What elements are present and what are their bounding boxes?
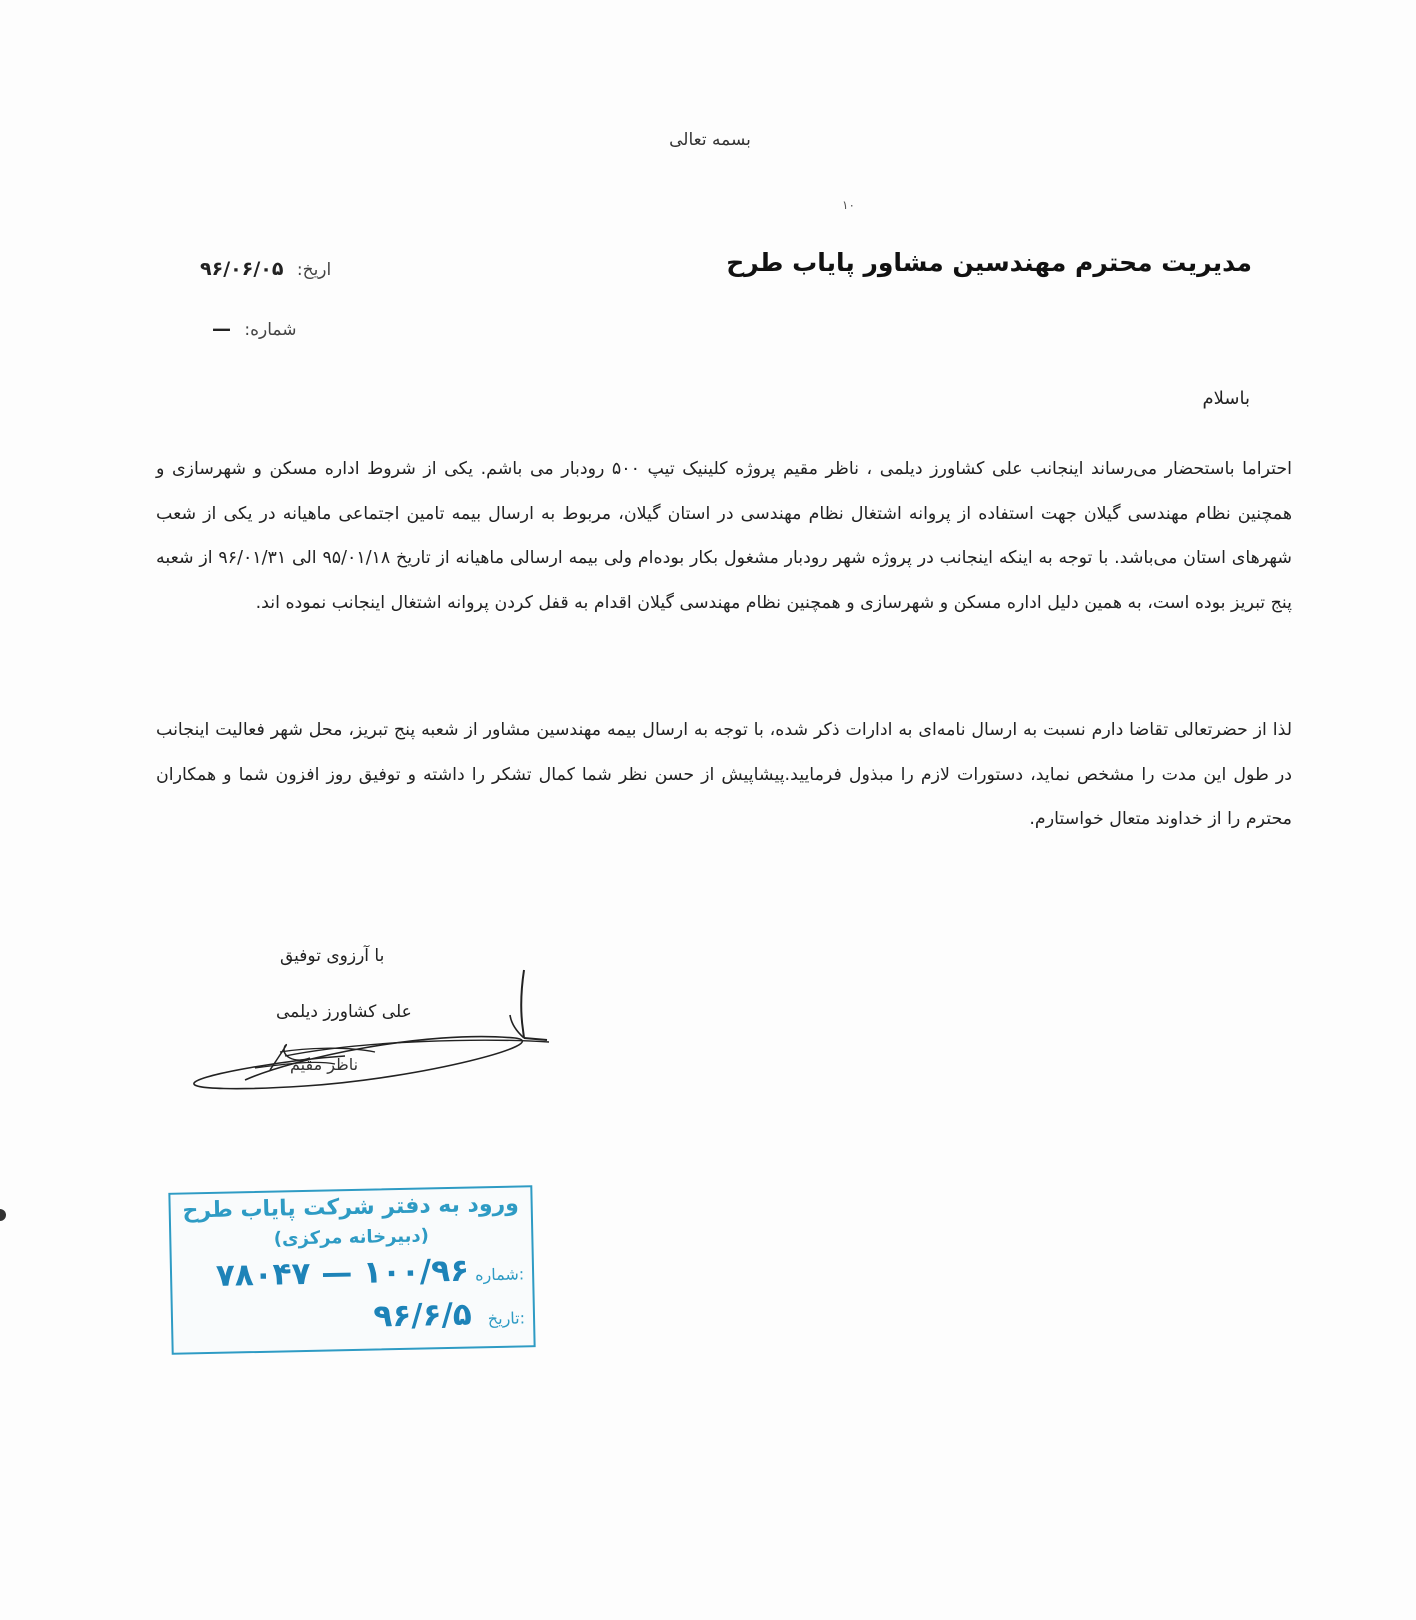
stamp-date-label: تاریخ: — [487, 1308, 526, 1329]
bismillah-heading: بسمه تعالی — [669, 130, 751, 150]
stamp-date-value: ۹۶/۶/۵ — [373, 1296, 473, 1335]
stray-mark: ۱۰ — [842, 198, 855, 212]
number-label: شماره: — [244, 320, 297, 340]
body-paragraph-1: احتراما باستحضار می‌رساند اینجانب علی کشاورز دیلمی ، ناظر مقیم پروژه کلینیک تیپ ۵۰۰ رودبار می باشم. یکی از شروط اداره مسکن و شهرسازی و همچنین نظام مهندسی گیلان جهت استفاده از پروانه اشتغال نظام مهندسی در استان گیلان، مربوط به ارسال بیمه تامین اجتماعی ماهیانه در یکی از شعب شهرهای استان می‌باشد. با توجه به اینکه اینجانب در پروژه شهر رودبار مشغول بکار بوده‌ام ولی بیمه ارسالی ماهیانه از تاریخ ۹۵/۰۱/۱۸ الی ۹۶/۰۱/۳۱ از شعبه پنج تبریز بوده است، به همین دلیل اداره مسکن و شهرسازی و همچنین نظام مهندسی گیلان اقدام به قفل کردن پروانه اشتغال اینجانب نموده اند. — [156, 459, 1292, 613]
scan-edge-mark — [0, 1209, 6, 1221]
stamp-number-value: ۱۰۰/۹۶ — ۷۸۰۴۷ — [215, 1252, 470, 1294]
closing-phrase: با آرزوی توفیق — [280, 946, 385, 966]
date-label: اریخ: — [296, 260, 332, 280]
body-paragraph-2: لذا از حضرتعالی تقاضا دارم نسبت به ارسال نامه‌ای به ادارات ذکر شده، با توجه به ارسال بیمه مهندسین مشاور از شعبه پنج تبریز، محل شهر فعالیت اینجانب در طول این مدت را مشخص نماید، دستورات لازم را مبذول فرمایید.پیشاپیش از حسن نظر شما کمال تشکر را داشته و توفیق روز افزون شما و همکاران محترم را از خداوند متعال خواستارم. — [156, 720, 1292, 829]
date-field — [200, 258, 331, 280]
stamp-company-line: ورود به دفتر شرکت پایاب طرح — [182, 1191, 520, 1224]
stamp-date-row — [185, 1295, 526, 1338]
handwritten-signature — [185, 960, 565, 1100]
stamp-number-label: شماره: — [474, 1264, 525, 1285]
number-field — [212, 318, 297, 340]
stamp-number-row — [184, 1251, 525, 1294]
stamp-department-line: (دبیرخانه مرکزی) — [273, 1225, 430, 1250]
greeting: باسلام — [1202, 388, 1250, 409]
date-value: ۹۶/۰۶/۰۵ — [200, 258, 284, 280]
recipient-title: مدیریت محترم مهندسین مشاور پایاب طرح — [726, 248, 1252, 277]
signer-name: علی کشاورز دیلمی — [276, 1002, 412, 1022]
number-value: — — [212, 318, 231, 340]
receipt-stamp — [168, 1185, 535, 1355]
signer-role: ناظر مقیم — [290, 1055, 359, 1074]
